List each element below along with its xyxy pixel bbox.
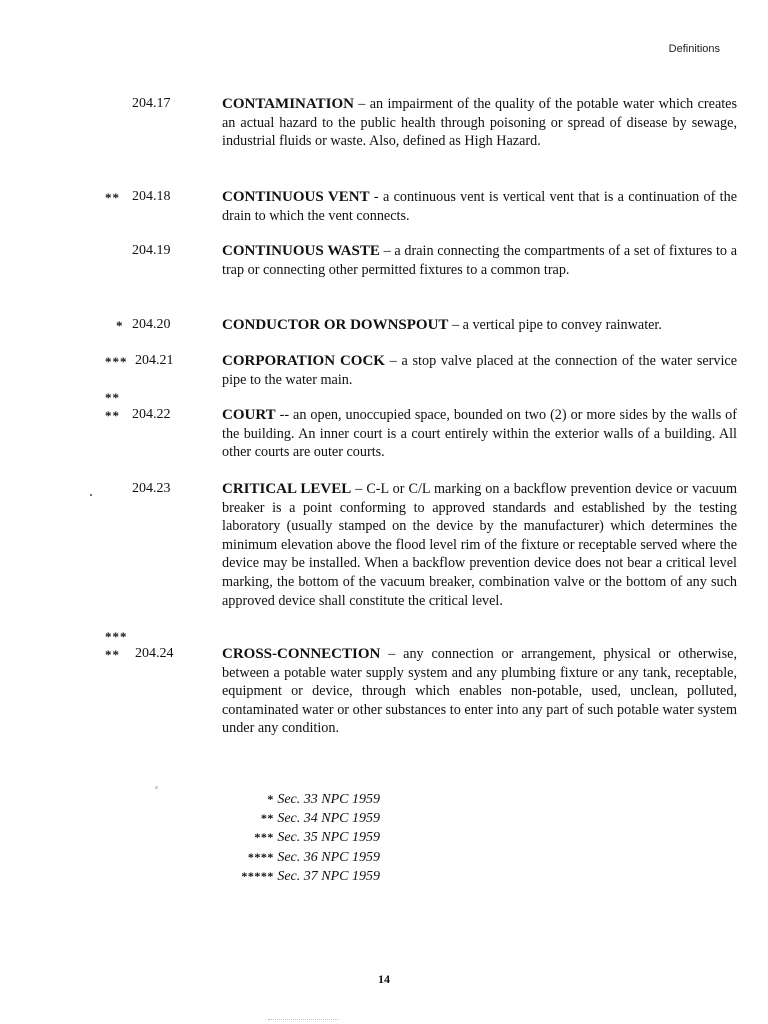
definition-term: CORPORATION COCK xyxy=(222,353,385,369)
footnote xyxy=(160,828,380,847)
amendment-mark: *** xyxy=(105,629,128,644)
definition-text: – C-L or C/L marking on a backflow prevention device or vacuum breaker is a point conforming to approved standards and established by the testing laboratory (usually stamped on the device by the manufacturer) which determines the minimum elevation above the flood level rim of the fixture or receptable served where the device may be installed. When a backflow prevention device does not bear a critical level marking, the bottom of the vacuum breaker, combination valve or the bottom of any such approved device shall constitute the critical level. xyxy=(222,481,737,609)
section-number: 204.20 xyxy=(132,317,171,332)
definition-text: – an impairment of the quality of the potable water which creates an actual hazard to the public health through poisoning or spread of disease by sewage, industrial fluids or waste. Also, defined as High Hazard. xyxy=(222,96,737,150)
definition-body xyxy=(222,242,737,279)
definition-term: CONTINUOUS VENT xyxy=(222,189,370,205)
footnote-marks: *** xyxy=(254,830,274,845)
definition-body xyxy=(222,645,737,738)
definition-term: CRITICAL LEVEL xyxy=(222,481,352,497)
amendment-mark: ** xyxy=(105,190,120,205)
source-footnotes xyxy=(160,790,380,886)
definition-text: – a stop valve placed at the connection of the water service pipe to the water main. xyxy=(222,353,737,388)
definition-body xyxy=(222,316,737,335)
footnote xyxy=(160,790,380,809)
definition-body xyxy=(222,188,737,225)
amendment-mark: ** xyxy=(105,408,120,423)
amendment-marks xyxy=(116,317,124,335)
scan-speck xyxy=(90,494,92,496)
amendment-marks xyxy=(105,628,128,664)
amendment-mark: * xyxy=(116,318,124,333)
amendment-mark: ** xyxy=(105,390,120,405)
footnote xyxy=(160,867,380,886)
section-number: 204.21 xyxy=(135,353,174,368)
section-number: 204.18 xyxy=(132,189,171,204)
definition-term: CROSS-CONNECTION xyxy=(222,646,381,662)
footnote-marks: ** xyxy=(260,811,274,826)
definition-text: – any connection or arrangement, physical or otherwise, between a potable water supply system and any plumbing fixture or any tank, receptable, equipment or device, through which enables non-potable, used, unclean, polluted, contaminated water or other substances to enter into any part of such potable water system under any condition. xyxy=(222,646,737,737)
footnote-text: Sec. 34 NPC 1959 xyxy=(277,811,380,827)
amendment-mark: ** xyxy=(105,647,120,662)
amendment-marks xyxy=(105,389,120,425)
footnote-text: Sec. 36 NPC 1959 xyxy=(277,849,380,865)
definition-body xyxy=(222,352,737,389)
footnote-marks: ***** xyxy=(241,868,274,883)
footnote-text: Sec. 37 NPC 1959 xyxy=(277,868,380,884)
amendment-marks xyxy=(105,353,128,371)
definition-body xyxy=(222,480,737,610)
section-number: 204.19 xyxy=(132,243,171,258)
page-number: 14 xyxy=(378,972,390,986)
definition-term: COURT xyxy=(222,407,276,423)
definition-term: CONDUCTOR OR DOWNSPOUT xyxy=(222,317,449,333)
footnote xyxy=(160,809,380,828)
section-number: 204.22 xyxy=(132,407,171,422)
footnote-marks: **** xyxy=(247,849,274,864)
definition-term: CONTINUOUS WASTE xyxy=(222,243,380,259)
footnote-marks: * xyxy=(267,792,274,806)
section-number: 204.24 xyxy=(135,646,174,661)
definition-term: CONTAMINATION xyxy=(222,96,354,112)
footnote-text: Sec. 33 NPC 1959 xyxy=(277,792,380,807)
definition-text: – a drain connecting the compartments of a set of fixtures to a trap or connecting other permitted fixtures to a common trap. xyxy=(222,243,738,278)
running-header: Definitions xyxy=(668,43,720,55)
definition-text: – a vertical pipe to convey rainwater. xyxy=(448,317,662,333)
amendment-mark: *** xyxy=(105,354,128,369)
definition-text: -- an open, unoccupied space, bounded on two (2) or more sides by the walls of the building. An inner court is a court entirely within the exterior walls of a building. All other courts are outer courts. xyxy=(222,407,737,461)
definition-body xyxy=(222,406,737,462)
definition-text: - a continuous vent is vertical vent that is a continuation of the drain to which the vent connects. xyxy=(222,189,737,224)
scan-speck xyxy=(155,786,158,789)
scan-noise xyxy=(268,1019,338,1021)
section-number: 204.17 xyxy=(132,96,171,111)
footnote xyxy=(160,848,380,867)
amendment-marks xyxy=(105,189,120,207)
section-number: 204.23 xyxy=(132,481,171,496)
footnote-text: Sec. 35 NPC 1959 xyxy=(277,830,380,846)
definition-body xyxy=(222,95,737,151)
